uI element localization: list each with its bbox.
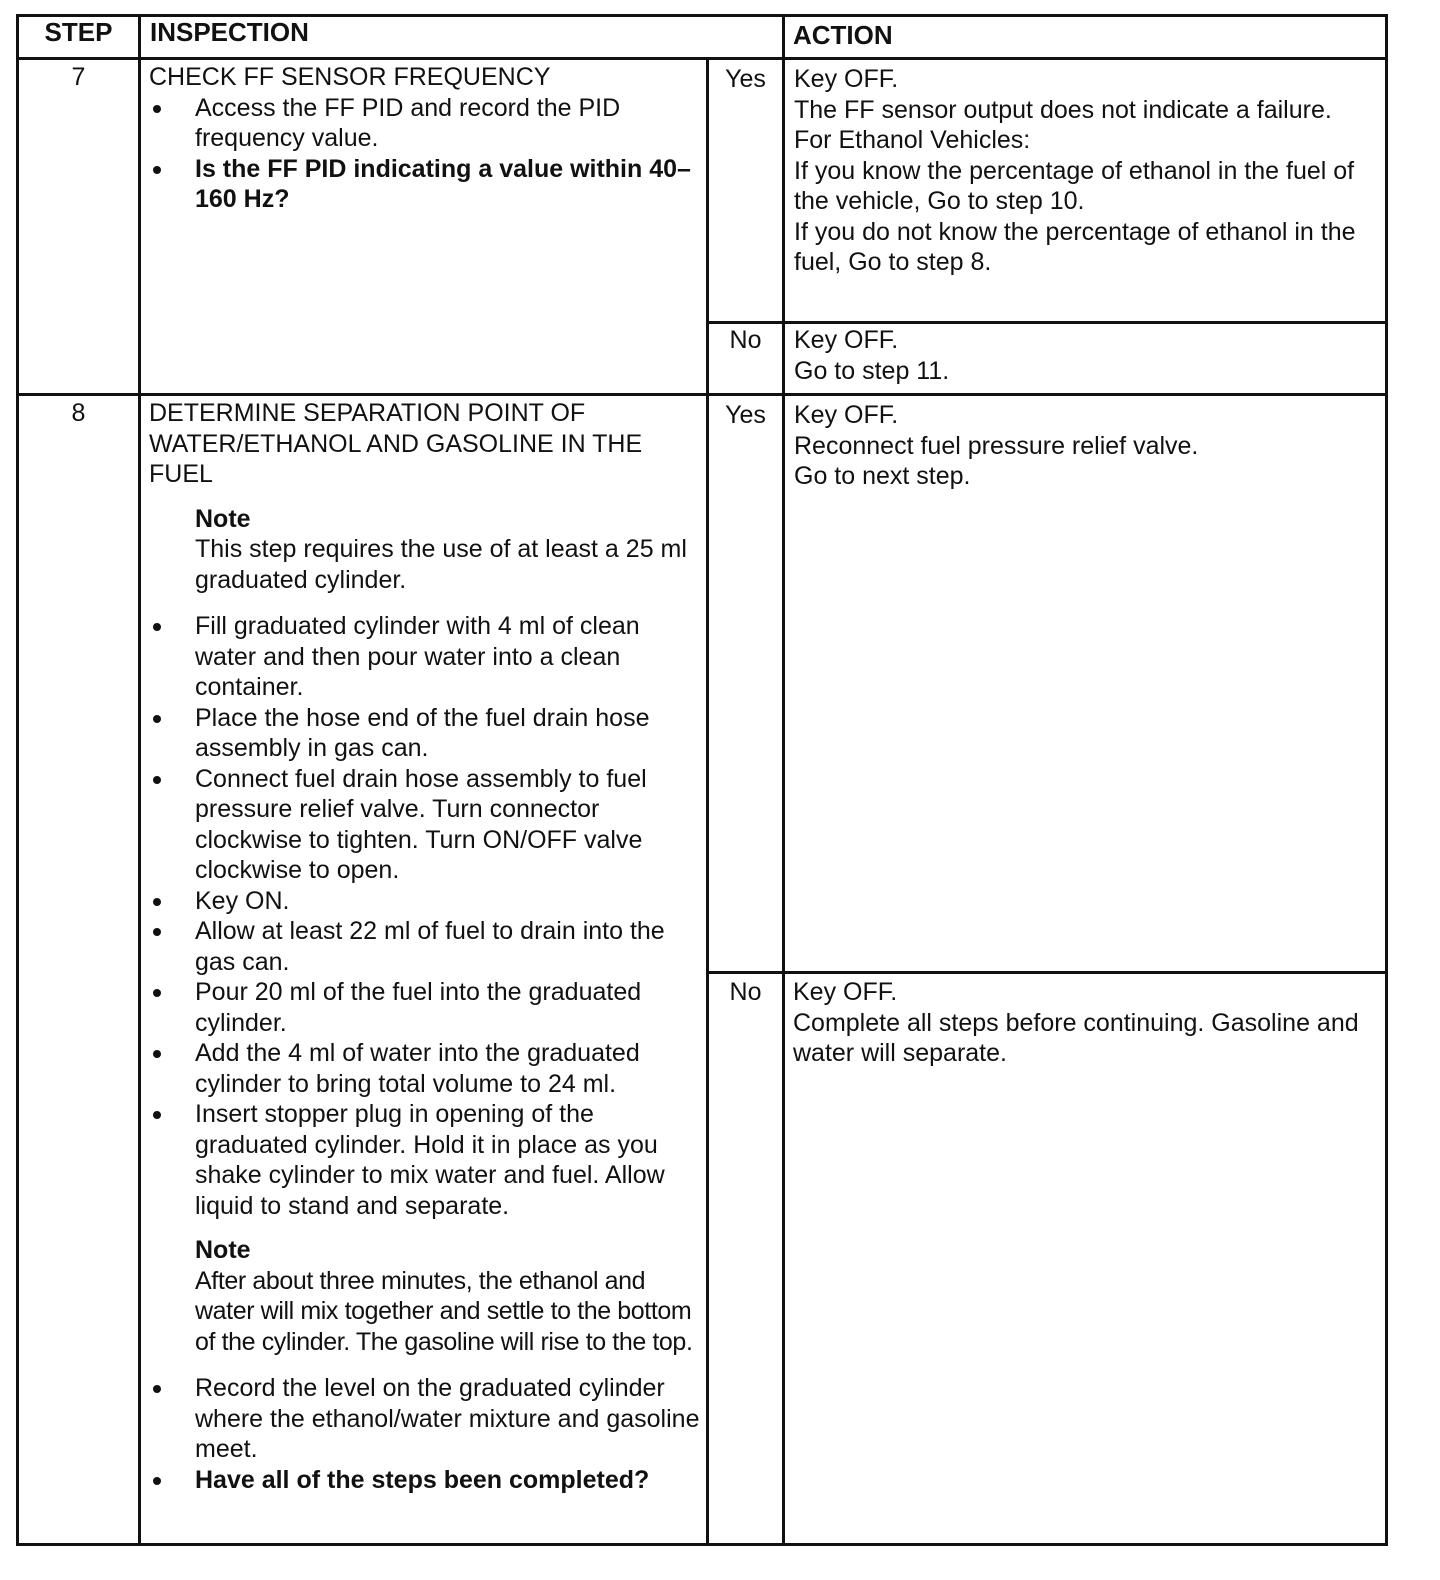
note-text: After about three minutes, the ethanol and water will mix together and settle to the bottom of the cylinder. The gasoline will rise to the top. [195, 1266, 693, 1356]
yes-label: Yes [725, 65, 766, 93]
yes-label: Yes [725, 401, 766, 429]
step-number: 8 [71, 399, 86, 427]
inspection-item: Access the FF PID and record the PID frequency value. [149, 93, 703, 154]
note-title: Note [195, 1236, 251, 1264]
header-step: STEP [44, 17, 113, 47]
step-number: 7 [71, 63, 86, 91]
inspection-list [149, 93, 703, 215]
note-title: Note [195, 504, 251, 533]
step-column-divider [138, 14, 141, 1546]
table-border-bottom [16, 1543, 1388, 1546]
inspection-question: Have all of the steps been completed? [149, 1465, 703, 1496]
inspection-question: Is the FF PID indicating a value within 40–160 Hz? [149, 154, 703, 215]
action-line: If you know the percentage of ethanol in the fuel of the vehicle, Go to step 10. [794, 156, 1355, 215]
action-line: Reconnect fuel pressure relief valve. [794, 431, 1199, 460]
inspection-list [149, 1373, 703, 1495]
step-title: DETERMINE SEPARATION POINT OF WATER/ETHANOL AND GASOLINE IN THE FUEL [149, 399, 643, 488]
header-inspection: INSPECTION [150, 17, 309, 47]
header-divider [16, 57, 1388, 60]
header-action: ACTION [793, 20, 893, 50]
inspection-list [149, 611, 703, 1221]
result-column-divider [782, 14, 785, 1546]
no-label: No [729, 326, 762, 354]
inspection-item: Place the hose end of the fuel drain hose assembly in gas can. [149, 703, 703, 764]
step-divider [16, 393, 1388, 396]
step7-yes-no-divider [707, 321, 1388, 324]
table-border-left [16, 14, 19, 1546]
inspection-item: Pour 20 ml of the fuel into the graduated cylinder. [149, 977, 703, 1038]
inspection-item: Record the level on the graduated cylinder where the ethanol/water mixture and gasoline meet. [149, 1373, 703, 1465]
action-line: Go to step 11. [794, 356, 950, 385]
inspection-item: Allow at least 22 ml of fuel to drain into the gas can. [149, 916, 703, 977]
action-line: Key OFF. [793, 978, 898, 1006]
inspection-item: Key ON. [149, 886, 703, 917]
inspection-item: Connect fuel drain hose assembly to fuel pressure relief valve. Turn connector clockwise to tighten. Turn ON/OFF valve clockwise to open. [149, 764, 703, 886]
note-text: This step requires the use of at least a 25 ml graduated cylinder. [195, 535, 687, 594]
step8-inspection [149, 398, 703, 1495]
action-line: Key OFF. [794, 401, 899, 429]
action-line: Key OFF. [794, 326, 899, 354]
step-title: CHECK FF SENSOR FREQUENCY [149, 63, 551, 91]
step8-yes-no-divider [707, 971, 1388, 974]
action-line: For Ethanol Vehicles: [794, 126, 1031, 154]
step8-no-action [793, 977, 1379, 1069]
inspection-item: Fill graduated cylinder with 4 ml of clean water and then pour water into a clean container. [149, 611, 703, 703]
action-line: Complete all steps before continuing. Gasoline and water will separate. [793, 1008, 1359, 1067]
step7-yes-action [794, 64, 1379, 278]
step7-inspection [149, 62, 703, 215]
inspection-item: Add the 4 ml of water into the graduated cylinder to bring total volume to 24 ml. [149, 1038, 703, 1099]
step7-no-action [794, 325, 1379, 386]
no-label: No [729, 978, 762, 1006]
note-block [149, 504, 703, 596]
action-line: If you do not know the percentage of ethanol in the fuel, Go to step 8. [794, 217, 1356, 276]
action-line: Key OFF. [794, 65, 899, 93]
inspection-column-divider [706, 57, 709, 1546]
step8-yes-action [794, 400, 1379, 492]
note-block [149, 1235, 703, 1357]
table-border-right [1385, 14, 1388, 1546]
action-line: The FF sensor output does not indicate a failure. [794, 95, 1332, 124]
inspection-item: Insert stopper plug in opening of the graduated cylinder. Hold it in place as you shake cylinder to mix water and fuel. Allow liquid to stand and separate. [149, 1099, 703, 1221]
action-line: Go to next step. [794, 462, 971, 490]
